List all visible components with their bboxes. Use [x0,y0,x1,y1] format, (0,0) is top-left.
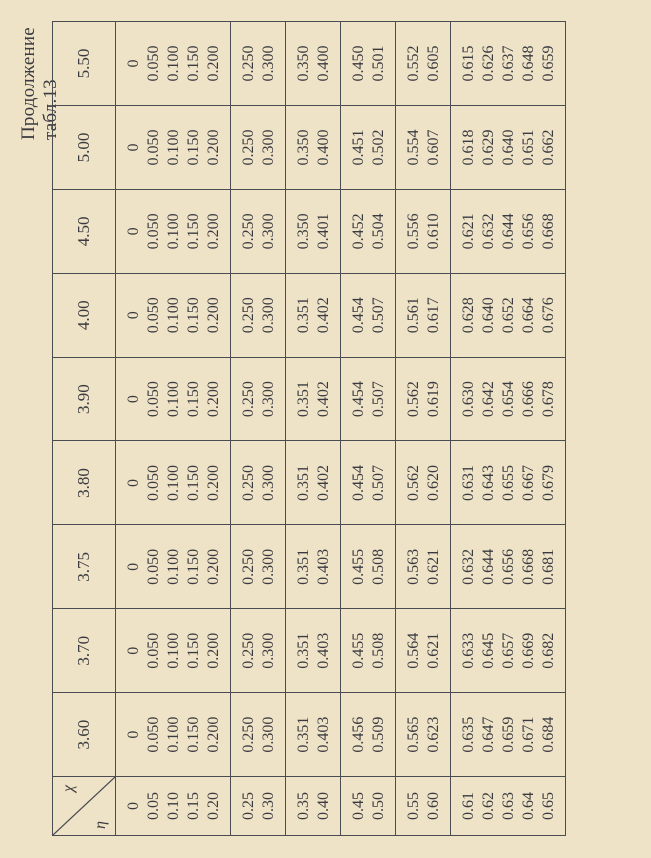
value-cell: 0.300 [259,693,286,777]
table-row [314,22,341,836]
value-cell: 0.050 [144,106,164,190]
value-cell: 0.150 [184,693,204,777]
value-cell: 0.351 [286,357,315,441]
value-cell: 0.552 [396,22,425,106]
value-cell: 0.652 [499,273,519,357]
value-cell: 0.250 [231,106,260,190]
value-cell: 0.100 [164,106,184,190]
value-cell: 0.200 [204,273,231,357]
value-cell: 0 [116,525,145,609]
value-cell: 0.403 [314,525,341,609]
eta-cell: 0.65 [539,777,566,836]
table-row [519,22,539,836]
value-cell: 0.678 [539,357,566,441]
table-row [369,22,396,836]
value-cell: 0.640 [479,273,499,357]
value-cell: 0 [116,22,145,106]
value-cell: 0.351 [286,525,315,609]
value-cell: 0.507 [369,273,396,357]
value-cell: 0 [116,106,145,190]
value-cell: 0.100 [164,189,184,273]
value-cell: 0.400 [314,22,341,106]
value-cell: 0.400 [314,106,341,190]
value-cell: 0.456 [341,693,370,777]
eta-cell: 0.15 [184,777,204,836]
value-cell: 0.250 [231,357,260,441]
value-cell: 0.250 [231,693,260,777]
value-cell: 0.643 [479,441,499,525]
eta-symbol: η [92,821,109,829]
value-cell: 0.561 [396,273,425,357]
value-cell: 0.620 [424,441,451,525]
value-cell: 0.451 [341,106,370,190]
value-cell: 0.200 [204,357,231,441]
table-row [286,22,315,836]
table-row [479,22,499,836]
value-cell: 0 [116,273,145,357]
value-cell: 0.350 [286,106,315,190]
value-cell: 0.200 [204,525,231,609]
value-cell: 0.668 [519,525,539,609]
value-cell: 0.502 [369,106,396,190]
value-cell: 0.351 [286,441,315,525]
value-cell: 0.662 [539,106,566,190]
value-cell: 0.050 [144,609,164,693]
value-cell: 0.618 [451,106,480,190]
value-cell: 0.656 [519,189,539,273]
value-cell: 0.668 [539,189,566,273]
eta-cell: 0.05 [144,777,164,836]
value-cell: 0.644 [499,189,519,273]
value-cell: 0.300 [259,357,286,441]
table-row [184,22,204,836]
value-cell: 0.666 [519,357,539,441]
value-cell: 0.150 [184,189,204,273]
eta-cell: 0.55 [396,777,425,836]
value-cell: 0.100 [164,441,184,525]
value-cell: 0.664 [519,273,539,357]
value-cell: 0.200 [204,693,231,777]
value-cell: 0.621 [451,189,480,273]
eta-cell: 0.64 [519,777,539,836]
value-cell: 0.050 [144,693,164,777]
value-cell: 0.250 [231,189,260,273]
value-cell: 0.150 [184,609,204,693]
value-cell: 0.631 [451,441,480,525]
value-cell: 0.565 [396,693,425,777]
value-cell: 0.402 [314,441,341,525]
value-cell: 0.100 [164,273,184,357]
value-cell: 0 [116,441,145,525]
value-cell: 0.607 [424,106,451,190]
value-cell: 0.623 [424,693,451,777]
value-cell: 0.250 [231,22,260,106]
table-row [424,22,451,836]
value-cell: 0.351 [286,693,315,777]
table-row [341,22,370,836]
value-cell: 0.150 [184,106,204,190]
value-cell: 0.300 [259,106,286,190]
value-cell: 0.454 [341,273,370,357]
value-cell: 0.455 [341,609,370,693]
value-cell: 0.300 [259,441,286,525]
value-cell: 0.508 [369,609,396,693]
eta-cell: 0.45 [341,777,370,836]
value-cell: 0.657 [499,609,519,693]
table-caption: Продолжение табл.13 [18,27,61,140]
value-cell: 0.635 [451,693,480,777]
value-cell: 0.659 [539,22,566,106]
value-cell: 0.454 [341,357,370,441]
data-table [52,21,566,836]
value-cell: 0.452 [341,189,370,273]
table-row [539,22,566,836]
value-cell: 0.564 [396,609,425,693]
value-cell: 0 [116,609,145,693]
value-cell: 0.350 [286,189,315,273]
value-cell: 0.632 [479,189,499,273]
value-cell: 0.100 [164,609,184,693]
table-row [164,22,184,836]
value-cell: 0.645 [479,609,499,693]
value-cell: 0.632 [451,525,480,609]
value-cell: 0.562 [396,357,425,441]
eta-cell: 0.63 [499,777,519,836]
value-cell: 0.350 [286,22,315,106]
value-cell: 0.637 [499,22,519,106]
eta-cell: 0.20 [204,777,231,836]
value-cell: 0.640 [499,106,519,190]
value-cell: 0.679 [539,441,566,525]
value-cell: 0.644 [479,525,499,609]
col-header: 5.00 [53,106,116,190]
value-cell: 0.684 [539,693,566,777]
value-cell: 0.501 [369,22,396,106]
col-header: 3.90 [53,357,116,441]
value-cell: 0 [116,693,145,777]
value-cell: 0.651 [519,106,539,190]
value-cell: 0.100 [164,693,184,777]
value-cell: 0.150 [184,441,204,525]
value-cell: 0.671 [519,693,539,777]
value-cell: 0.554 [396,106,425,190]
table-row [204,22,231,836]
value-cell: 0.508 [369,525,396,609]
value-cell: 0.150 [184,22,204,106]
value-cell: 0.504 [369,189,396,273]
value-cell: 0.605 [424,22,451,106]
value-cell: 0.100 [164,525,184,609]
value-cell: 0.615 [451,22,480,106]
value-cell: 0.659 [499,693,519,777]
col-header: 3.75 [53,525,116,609]
col-header: 3.80 [53,441,116,525]
value-cell: 0.200 [204,441,231,525]
value-cell: 0.200 [204,189,231,273]
table-row [144,22,164,836]
col-header: 3.70 [53,609,116,693]
value-cell: 0.403 [314,693,341,777]
value-cell: 0.648 [519,22,539,106]
value-cell: 0.351 [286,273,315,357]
value-cell: 0.100 [164,357,184,441]
value-cell: 0.200 [204,106,231,190]
eta-cell: 0.61 [451,777,480,836]
value-cell: 0.300 [259,609,286,693]
eta-cell: 0.50 [369,777,396,836]
col-header: 4.50 [53,189,116,273]
value-cell: 0.454 [341,441,370,525]
value-cell: 0.450 [341,22,370,106]
value-cell: 0.617 [424,273,451,357]
value-cell: 0.300 [259,525,286,609]
value-cell: 0.633 [451,609,480,693]
table-row [451,22,480,836]
table-row [231,22,260,836]
value-cell: 0.200 [204,609,231,693]
value-cell: 0.507 [369,357,396,441]
value-cell: 0.628 [451,273,480,357]
value-cell: 0.455 [341,525,370,609]
value-cell: 0.626 [479,22,499,106]
value-cell: 0.629 [479,106,499,190]
eta-cell: 0.25 [231,777,260,836]
value-cell: 0.100 [164,22,184,106]
value-cell: 0.300 [259,189,286,273]
value-cell: 0.402 [314,273,341,357]
value-cell: 0.050 [144,441,164,525]
value-cell: 0.250 [231,273,260,357]
value-cell: 0.654 [499,357,519,441]
chi-symbol: χ [60,785,77,793]
value-cell: 0.667 [519,441,539,525]
value-cell: 0.300 [259,273,286,357]
corner-cell [53,777,116,836]
value-cell: 0.669 [519,609,539,693]
eta-cell: 0.30 [259,777,286,836]
eta-cell: 0.62 [479,777,499,836]
value-cell: 0.403 [314,609,341,693]
value-cell: 0.621 [424,525,451,609]
value-cell: 0.655 [499,441,519,525]
table-body [116,22,566,836]
value-cell: 0.402 [314,357,341,441]
value-cell: 0.642 [479,357,499,441]
value-cell: 0.681 [539,525,566,609]
table-row [396,22,425,836]
value-cell: 0.619 [424,357,451,441]
value-cell: 0.300 [259,22,286,106]
value-cell: 0.050 [144,189,164,273]
value-cell: 0.676 [539,273,566,357]
value-cell: 0.150 [184,273,204,357]
value-cell: 0.150 [184,357,204,441]
eta-cell: 0 [116,777,145,836]
value-cell: 0 [116,357,145,441]
value-cell: 0.647 [479,693,499,777]
value-cell: 0.351 [286,609,315,693]
eta-cell: 0.10 [164,777,184,836]
table-row [259,22,286,836]
col-header: 3.60 [53,693,116,777]
value-cell: 0.656 [499,525,519,609]
col-header: 4.00 [53,273,116,357]
value-cell: 0.682 [539,609,566,693]
value-cell: 0.050 [144,22,164,106]
value-cell: 0.050 [144,525,164,609]
eta-cell: 0.40 [314,777,341,836]
col-header: 5.50 [53,22,116,106]
value-cell: 0.610 [424,189,451,273]
value-cell: 0.401 [314,189,341,273]
table-row [499,22,519,836]
value-cell: 0.563 [396,525,425,609]
value-cell: 0.150 [184,525,204,609]
value-cell: 0.507 [369,441,396,525]
value-cell: 0.050 [144,357,164,441]
value-cell: 0.200 [204,22,231,106]
value-cell: 0.621 [424,609,451,693]
table-row [116,22,145,836]
value-cell: 0.050 [144,273,164,357]
header-row [53,22,116,836]
value-cell: 0.250 [231,441,260,525]
value-cell: 0.250 [231,609,260,693]
value-cell: 0.630 [451,357,480,441]
eta-cell: 0.35 [286,777,315,836]
value-cell: 0.556 [396,189,425,273]
value-cell: 0.562 [396,441,425,525]
value-cell: 0.509 [369,693,396,777]
value-cell: 0.250 [231,525,260,609]
eta-cell: 0.60 [424,777,451,836]
value-cell: 0 [116,189,145,273]
